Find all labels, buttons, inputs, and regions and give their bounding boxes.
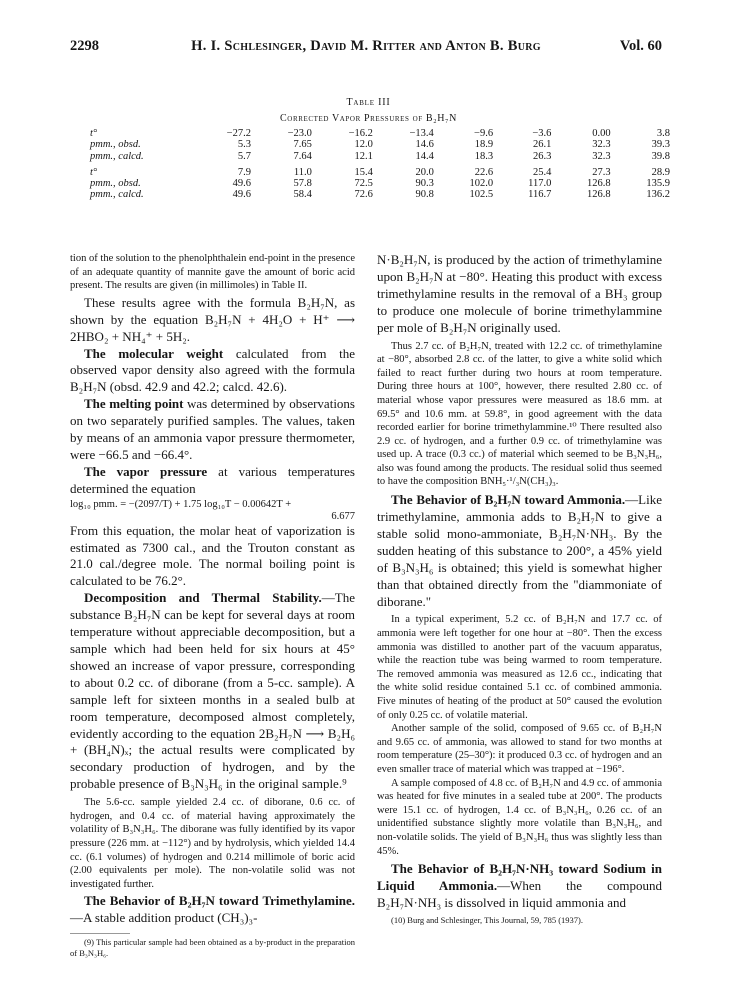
table-row	[90, 151, 670, 162]
row-label: pmm., calcd.	[90, 150, 144, 162]
table-cell: 12.1	[354, 150, 373, 162]
section-heading: The Behavior of B₂H₇N toward Trimethylamine.	[84, 893, 355, 909]
row-label: t°	[90, 128, 98, 139]
table-cell: 14.6	[415, 139, 434, 151]
table-cell: 102.5	[469, 189, 494, 201]
table-cell: −23.0	[287, 128, 312, 139]
vapor-pressure-table	[90, 128, 670, 201]
section-heading: The vapor pressure	[84, 463, 208, 479]
row-label: pmm., calcd.	[90, 189, 144, 201]
page-number: 2298	[70, 38, 99, 54]
table-caption: Table III	[346, 97, 391, 108]
table-row	[90, 178, 670, 189]
paragraph: The Behavior of B₂H₇N toward Trimethylamine.—A stable addition product (CH₃)₃-	[70, 893, 355, 926]
table-cell: 12.0	[354, 139, 373, 151]
section-heading: The Behavior of B₂H₇N toward Ammonia.	[391, 492, 626, 508]
paragraph: The Behavior of B₂H₇N·NH₃ toward Sodium in Liquid Ammonia.—When the compound B₂H₇N·NH₃ is dissolved in liquid ammonia and	[377, 861, 662, 910]
row-label: pmm., obsd.	[90, 139, 141, 151]
paragraph: The melting point was determined by observations on two separately purified samples. The values, taken by means of an ammonia vapor pressure thermometer, were −66.5 and −66.4°.	[70, 396, 355, 462]
table-cell: 32.3	[592, 139, 611, 151]
table-cell: 126.8	[587, 178, 611, 190]
paragraph: From this equation, the molar heat of vaporization is estimated as 7300 cal., and the Trouton constant as 21.0 cal./degree mole. The normal boiling point is calculated to be 76.2°.	[70, 522, 355, 589]
footnote: (10) Burg and Schlesinger, This Journal, 59, 785 (1937).	[391, 914, 583, 925]
table-cell: 57.8	[293, 178, 312, 190]
table-row	[90, 128, 670, 139]
table-cell: 72.6	[354, 189, 373, 201]
right-column	[377, 252, 662, 926]
table-cell: 32.3	[592, 150, 611, 162]
table-cell: 49.6	[232, 189, 251, 201]
table-row	[90, 189, 670, 200]
table-cell: 117.0	[528, 178, 552, 190]
table-cell: 102.0	[469, 178, 494, 190]
section-heading: The Behavior of B₂H₇N·NH₃ toward Sodium in Liquid Ammonia.	[377, 861, 662, 893]
left-column	[70, 252, 355, 959]
footnote: (9) This particular sample had been obtained as a by-product in the preparation of B₃N₃H₆.	[70, 937, 355, 959]
table-cell: 116.7	[528, 189, 552, 201]
table-cell: 11.0	[293, 166, 312, 178]
table-cell: 7.64	[293, 150, 312, 162]
table-cell: 5.3	[237, 139, 251, 151]
paragraph: In a typical experiment, 5.2 cc. of B₂H₇N and 17.7 cc. of ammonia were left together for one hour at −80°. Then the excess ammonia was distilled to another part of the vacuum apparatus, while the reaction tube was being warmed to room temperature. The removed ammonia was measured as 12.6 cc., indicating that the white solid residue contained 5.1 cc. of combined ammonia. Five minutes of heating of the product at 50° caused the evolution of only 0.25 cc. of volatile material.	[377, 614, 662, 721]
table-cell: 26.3	[533, 150, 552, 162]
table-cell: −3.6	[532, 128, 552, 139]
paragraph: A sample composed of 4.8 cc. of B₂H₇N and 4.9 cc. of ammonia was heated for five minutes in a sealed tube at 200°. The products were 15.1 cc. of hydrogen, 1.4 cc. of B₃N₃H₆, 0.26 cc. of an unidentified substance slightly more volatile than B₃N₃H₆, and non-volatile solids. The yield of B₃N₃H₆ thus was slightly less than 45%.	[377, 777, 662, 857]
table-cell: 136.2	[646, 189, 670, 201]
table-cell: 3.8	[656, 128, 670, 139]
paragraph: The Behavior of B₂H₇N toward Ammonia.—Like trimethylamine, ammonia adds to B₂H₇N to give a stable solid mono-ammoniate, B₂H₇N·NH₃. By the sudden heating of this substance to 200°, a 45% yield of B₃N₃H₆ is obtained; this yield is somewhat higher than that obtained directly from the "diammoniate of diborane."	[377, 492, 662, 609]
table-cell: −27.2	[226, 128, 251, 139]
table-cell: 39.8	[651, 150, 670, 162]
table-cell: 28.9	[651, 166, 670, 178]
equation-number: 6.677	[331, 510, 355, 522]
table-cell: 22.6	[474, 166, 494, 178]
section-heading: The melting point	[84, 396, 184, 412]
table-cell: 14.4	[415, 150, 434, 162]
running-authors: H. I. Schlesinger, David M. Ritter and Anton B. Burg	[191, 38, 541, 54]
paragraph: The 5.6-cc. sample yielded 2.4 cc. of diborane, 0.6 cc. of hydrogen, and 0.4 cc. of material having approximately the volatility of B₃N₃H₆. The diborane was fully identified by its vapor pressure (226 mm. at −112°) and by hydrolysis, which yielded 14.4 cc. (6.1 volumes) of hydrogen and 0.214 millimole of boric acid (2.00 equivalents per mole). The non-volatile solid was not investigated further.	[70, 797, 355, 890]
table-cell: 135.9	[646, 178, 670, 190]
table-cell: 90.8	[415, 189, 434, 201]
table-cell: −13.4	[409, 128, 434, 139]
table-row	[90, 162, 670, 178]
equation: log₁₀ pmm. = −(2097/T) + 1.75 log₁₀T − 0.00642T +	[70, 498, 292, 510]
section-heading: The molecular weight	[84, 345, 224, 361]
table-row	[90, 139, 670, 150]
table-cell: 126.8	[587, 189, 611, 201]
paragraph: N·B₂H₇N, is produced by the action of trimethylamine upon B₂H₇N at −80°. Heating this product with excess trimethylamine results in the removal of a BH₃ group to produce one molecule of borine trimethylammine per mole of B₂H₇N originally used.	[377, 252, 662, 335]
table-cell: 0.00	[592, 128, 611, 139]
table-cell: 49.6	[232, 178, 251, 190]
table-cell: 7.9	[237, 166, 251, 178]
paragraph: These results agree with the formula B₂H₇N, as shown by the equation B₂H₇N + 4H₂O + H⁺ ⟶ 2HBO₂ + NH₄⁺ + 5H₂.	[70, 294, 355, 344]
paragraph: Another sample of the solid, composed of 9.65 cc. of B₂H₇N and 9.65 cc. of ammonia, was allowed to stand for two months at room temperature (25–30°): it produced 0.3 cc. of hydrogen and an even smaller trace of material which was trapped at −196°.	[377, 723, 662, 775]
row-label: t°	[90, 166, 98, 178]
table-cell: 18.9	[474, 139, 494, 151]
table-cell: −16.2	[348, 128, 373, 139]
paragraph: The vapor pressure at various temperatures determined the equation	[70, 463, 355, 496]
table-cell: −9.6	[474, 128, 494, 139]
table-cell: 5.7	[237, 150, 251, 162]
footnote-rule	[70, 933, 130, 934]
row-label: pmm., obsd.	[90, 178, 141, 190]
table-subtitle: Corrected Vapor Pressures of B₂H₇N	[280, 113, 457, 124]
paragraph: The molecular weight calculated from the observed vapor density also agreed with the formula B₂H₇N (obsd. 42.9 and 42.2; calcd. 42.6).	[70, 345, 356, 395]
table-cell: 15.4	[354, 166, 373, 178]
table-cell: 72.5	[354, 178, 373, 190]
paragraph: Thus 2.7 cc. of B₂H₇N, treated with 12.2 cc. of trimethylamine at −80°, absorbed 2.8 cc. of the latter, to give a white solid which failed to react further during two hours at room temperature. During three hours at 100°, however, there resulted 2.80 cc. of material whose vapor pressures were measured as 18.6 mm. at 69.5° and 10.6 mm. at 59.8°, in good agreement with the data recorded earlier for borine trimethylammine.¹⁰ There resulted also 2.9 cc. of hydrogen, and a further 0.9 cc. of trimethylamine was used up. A trace (0.3 cc.) of material which seemed to be B₃N₃H₆, also was found among the products. The residual solid thus seemed to have the composition BNH₅·¹/₃N(CH₃)₃.	[377, 340, 662, 488]
table-cell: 90.3	[415, 178, 434, 190]
table-cell: 18.3	[474, 150, 494, 162]
table-cell: 27.3	[592, 166, 611, 178]
paragraph: Decomposition and Thermal Stability.—The substance B₂H₇N can be kept for several days at room temperature without appreciable decomposition, but a sample which had been held for six hours at 45° showed an increase of vapor pressure, corresponding to about 0.2 cc. of diborane (from a 5-cc. sample). A sample left for sixteen months in a sealed bulb at room temperature, decomposed almost completely, evidently according to the equation 2B₂H₇N ⟶ B₂H₆ + (BH₄N)ₓ; the actual results were complicated by secondary production of hydrogen, and by the probable presence of B₃N₃H₆ in the original sample.⁹	[70, 590, 355, 792]
volume-label: Vol. 60	[619, 38, 662, 54]
paragraph: tion of the solution to the phenolphthalein end-point in the presence of an adequate quantity of mannite gave the amount of boric acid present. The results are given (in millimoles) in Table II.	[70, 253, 355, 292]
table-cell: 26.1	[533, 139, 552, 151]
section-heading: Decomposition and Thermal Stability.	[84, 590, 322, 606]
table-cell: 25.4	[533, 166, 552, 178]
table-cell: 7.65	[293, 139, 312, 151]
table-cell: 20.0	[415, 166, 434, 178]
table-cell: 39.3	[651, 139, 670, 151]
table-cell: 58.4	[293, 189, 312, 201]
